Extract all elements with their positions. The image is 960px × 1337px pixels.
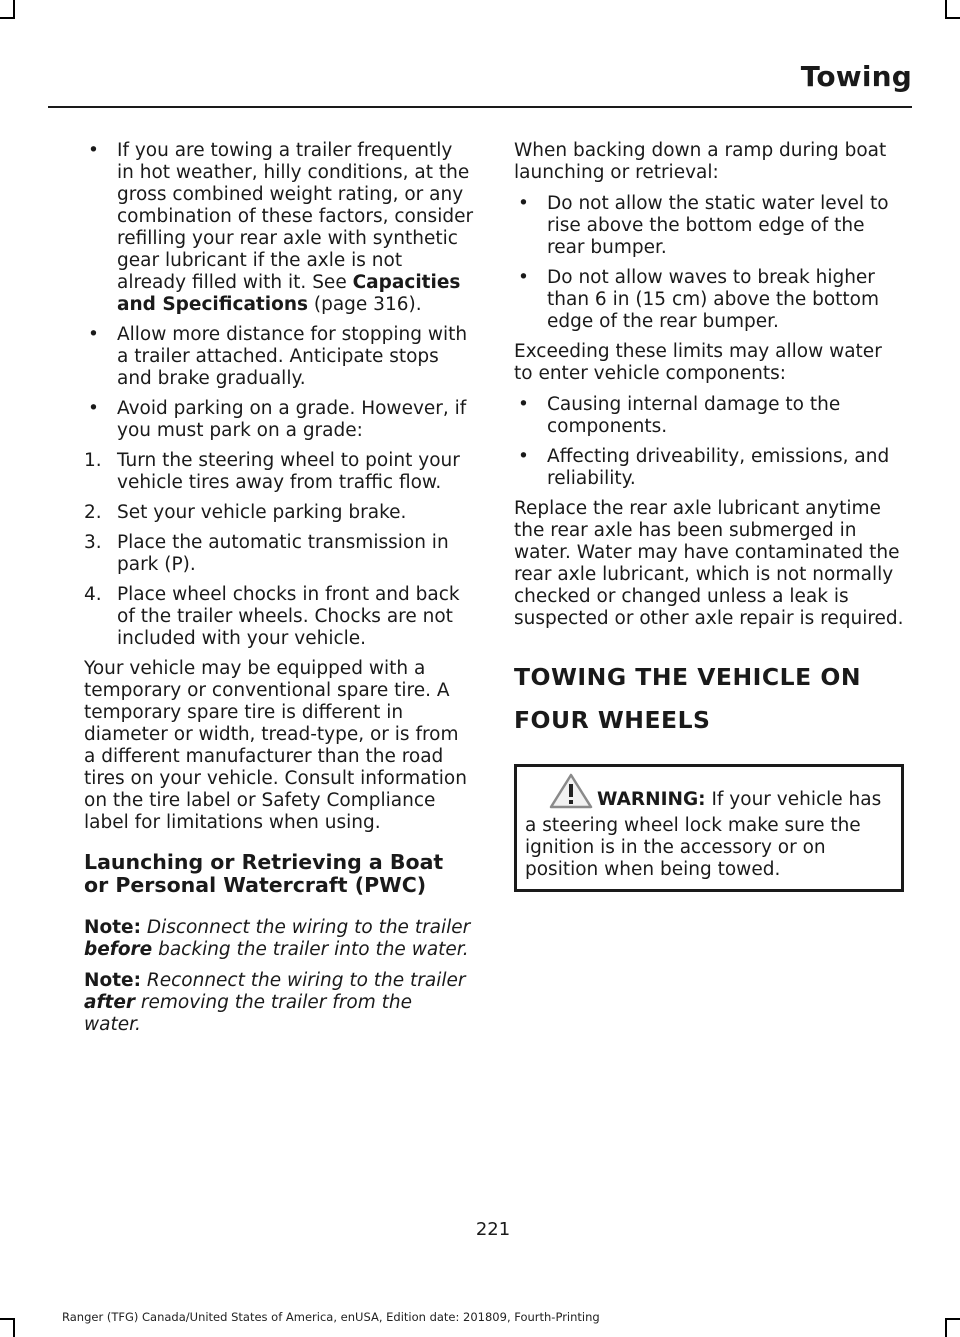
crop-mark: [0, 1318, 15, 1320]
numbered-step: [84, 450, 474, 494]
bullet-marker: •: [518, 193, 529, 214]
bullet-marker: •: [518, 267, 529, 288]
step-text: Set your vehicle parking brake.: [117, 502, 407, 523]
warning-box: [514, 764, 904, 892]
page-title: Towing: [800, 60, 912, 93]
section-heading-line: FOUR WHEELS: [514, 706, 711, 734]
step-text: Place wheel chocks in front and back of the trailer wheels. Chocks are not included with your vehicle.: [117, 584, 460, 649]
crop-mark: [13, 1318, 15, 1337]
list-item: [84, 398, 474, 442]
step-number: 2.: [84, 502, 102, 523]
crop-mark: [0, 17, 15, 19]
section-heading: [514, 662, 904, 736]
step-text: Place the automatic transmission in park (P).: [117, 532, 449, 575]
note-label: Note:: [84, 970, 141, 991]
replace-paragraph: Replace the rear axle lubricant anytime the rear axle has been submerged in water. Water may have contaminated the rear axle lubricant, which is not normally checked or changed unless a leak is suspected or other axle repair is required.: [514, 498, 904, 629]
list-item: [514, 394, 904, 438]
bullet-marker: •: [88, 398, 99, 419]
numbered-step: [84, 502, 474, 524]
section-heading-line: TOWING THE VEHICLE ON: [514, 663, 861, 691]
bullet-text: Causing internal damage to the components.: [547, 394, 841, 437]
list-item: [514, 193, 904, 259]
intro-paragraph: When backing down a ramp during boat launching or retrieval:: [514, 140, 887, 183]
crop-mark: [945, 1318, 960, 1320]
note-text: Disconnect the wiring to the trailer: [140, 917, 471, 938]
step-number: 3.: [84, 532, 102, 553]
list-item: [84, 324, 474, 390]
note-emphasis: after: [84, 992, 136, 1013]
note-text: Reconnect the wiring to the trailer: [140, 970, 466, 991]
warning-triangle-icon: [549, 773, 593, 815]
note-label: Note:: [84, 917, 141, 938]
page-number: 221: [475, 1219, 511, 1240]
bullet-text: Do not allow the static water level to rise above the bottom edge of the rear bumper.: [547, 193, 889, 258]
footer-edition: Ranger (TFG) Canada/United States of America, enUSA, Edition date: 201809, Fourth-Printing: [62, 1310, 600, 1324]
note-emphasis: before: [84, 939, 153, 960]
bullet-text: If you are towing a trailer frequently in hot weather, hilly conditions, at the gross combined weight rating, or any combination of these factors, consider refilling your rear axle with synthetic gear lubricant if the axle is not already filled with it. See: [117, 140, 474, 293]
exceed-paragraph: Exceeding these limits may allow water to enter vehicle components:: [514, 341, 882, 384]
left-column: [84, 140, 474, 1045]
bullet-marker: •: [88, 324, 99, 345]
bullet-marker: •: [518, 446, 529, 467]
right-column: [514, 140, 904, 892]
subheading: Launching or Retrieving a Boat or Personal Watercraft (PWC): [84, 850, 444, 897]
note-text: backing the trailer into the water.: [152, 939, 469, 960]
bullet-text: Allow more distance for stopping with a trailer attached. Anticipate stops and brake gradually.: [117, 324, 468, 389]
step-text: Turn the steering wheel to point your vehicle tires away from traffic flow.: [117, 450, 460, 493]
bullet-text: Do not allow waves to break higher than 6 in (15 cm) above the bottom edge of the rear bumper.: [547, 267, 880, 332]
crop-mark: [945, 1318, 947, 1337]
bullet-marker: •: [518, 394, 529, 415]
crop-mark: [13, 0, 15, 17]
warning-text: If your vehicle has a steering wheel lock make sure the ignition is in the accessory or on position when being towed.: [525, 789, 882, 880]
page-reference: (page 316).: [308, 294, 422, 315]
numbered-step: [84, 584, 474, 650]
step-number: 4.: [84, 584, 102, 605]
spare-tire-paragraph: Your vehicle may be equipped with a temporary or conventional spare tire. A temporary spare tire is different in diameter or width, tread-type, or is from a different manufacturer than the road tires on your vehicle. Consult information on the tire label or Safety Compliance label for limitations when using.: [84, 658, 467, 833]
header-divider: [48, 106, 912, 108]
bullet-text: Avoid parking on a grade. However, if you must park on a grade:: [117, 398, 467, 441]
cross-reference-link[interactable]: Capacities and Specifications: [117, 272, 461, 315]
note: [84, 917, 474, 961]
list-item: [514, 446, 904, 490]
list-item: [84, 140, 474, 316]
list-item: [514, 267, 904, 333]
note: [84, 970, 474, 1036]
crop-mark: [945, 0, 947, 17]
step-number: 1.: [84, 450, 102, 471]
warning-label: WARNING:: [597, 789, 706, 810]
bullet-text: Affecting driveability, emissions, and reliability.: [547, 446, 890, 489]
numbered-step: [84, 532, 474, 576]
bullet-marker: •: [88, 140, 99, 161]
note-text: removing the trailer from the water.: [84, 992, 412, 1035]
crop-mark: [945, 17, 960, 19]
